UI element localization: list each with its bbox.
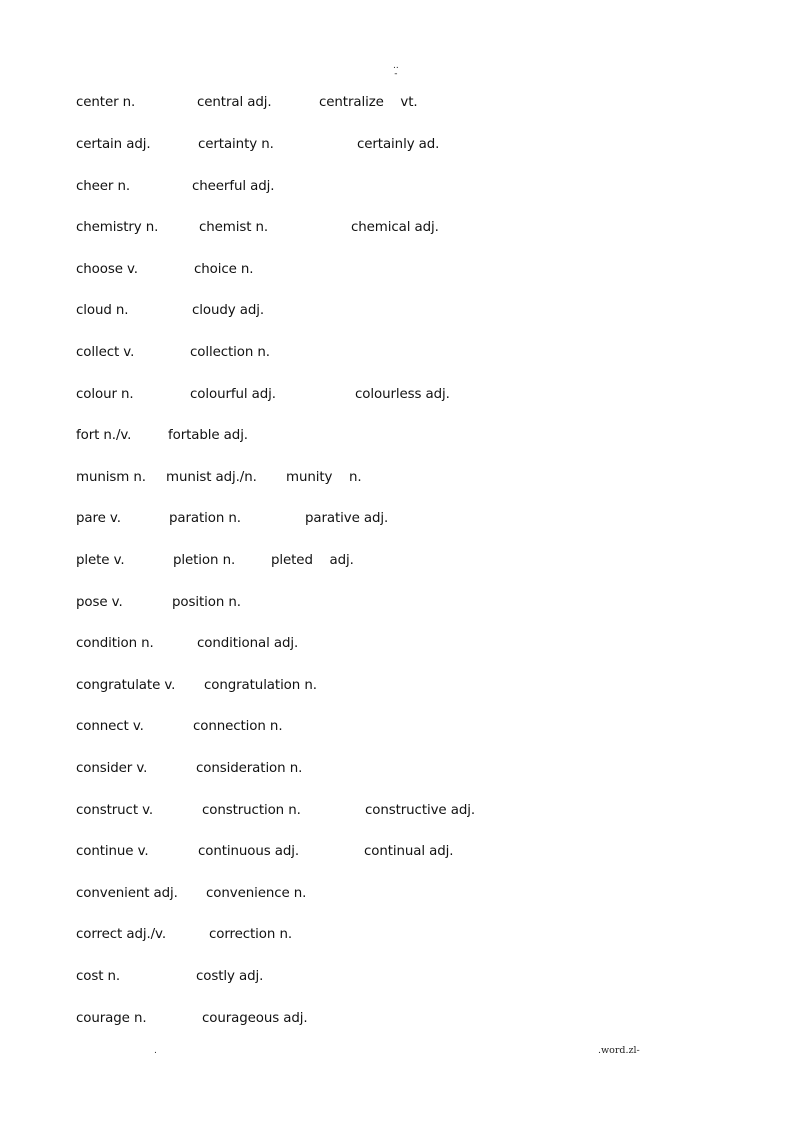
word-row	[0, 93, 794, 113]
word-entry: convenient adj.	[76, 886, 178, 901]
word-entry: chemistry n.	[76, 220, 159, 235]
word-entry: continue v.	[76, 844, 149, 859]
header-mark-bottom: -	[394, 69, 398, 79]
word-entry: plete v.	[76, 553, 125, 568]
footer-watermark-text: .word.zl-	[598, 1045, 640, 1056]
word-entry: cheer n.	[76, 179, 131, 194]
word-entry: collection n.	[190, 345, 270, 360]
word-entry: courageous adj.	[202, 1011, 308, 1026]
word-entry: correction n.	[209, 927, 292, 942]
word-row	[0, 551, 794, 571]
word-row	[0, 343, 794, 363]
word-entry: munity n.	[286, 470, 362, 485]
word-entry: cloudy adj.	[192, 303, 265, 318]
word-entry: consideration n.	[196, 761, 303, 776]
word-row	[0, 177, 794, 197]
word-entry: congratulation n.	[204, 678, 317, 693]
word-entry: certain adj.	[76, 137, 151, 152]
word-row	[0, 1009, 794, 1029]
word-entry: central adj.	[197, 95, 272, 110]
word-entry: consider v.	[76, 761, 148, 776]
word-row	[0, 260, 794, 280]
word-entry: construct v.	[76, 803, 154, 818]
word-entry: fortable adj.	[168, 428, 248, 443]
word-row	[0, 925, 794, 945]
word-entry: colourful adj.	[190, 387, 276, 402]
word-row	[0, 468, 794, 488]
word-entry: munism n.	[76, 470, 146, 485]
word-entry: fort n./v.	[76, 428, 132, 443]
word-entry: constructive adj.	[365, 803, 475, 818]
word-row	[0, 135, 794, 155]
word-entry: colour n.	[76, 387, 134, 402]
word-row	[0, 426, 794, 446]
word-row	[0, 509, 794, 529]
word-row	[0, 884, 794, 904]
word-row	[0, 218, 794, 238]
word-entry: center n.	[76, 95, 136, 110]
word-entry: continual adj.	[364, 844, 454, 859]
word-entry: condition n.	[76, 636, 154, 651]
header-mark-top: ..	[393, 61, 399, 71]
footer-left-mark: .	[154, 1046, 157, 1056]
word-row	[0, 717, 794, 737]
word-entry: certainly ad.	[357, 137, 440, 152]
word-entry: collect v.	[76, 345, 135, 360]
word-entry: pare v.	[76, 511, 121, 526]
word-entry: cloud n.	[76, 303, 129, 318]
word-entry: cost n.	[76, 969, 121, 984]
word-entry: costly adj.	[196, 969, 264, 984]
word-entry: cheerful adj.	[192, 179, 275, 194]
word-entry: certainty n.	[198, 137, 274, 152]
word-entry: connect v.	[76, 719, 144, 734]
word-entry: conditional adj.	[197, 636, 299, 651]
word-entry: chemist n.	[199, 220, 269, 235]
word-entry: position n.	[172, 595, 241, 610]
word-entry: pletion n.	[173, 553, 236, 568]
word-entry: courage n.	[76, 1011, 147, 1026]
word-entry: paration n.	[169, 511, 241, 526]
word-entry: centralize vt.	[319, 95, 418, 110]
word-entry: connection n.	[193, 719, 283, 734]
word-entry: convenience n.	[206, 886, 307, 901]
word-row	[0, 759, 794, 779]
word-entry: pose v.	[76, 595, 123, 610]
word-row	[0, 385, 794, 405]
word-entry: correct adj./v.	[76, 927, 166, 942]
word-entry: colourless adj.	[355, 387, 450, 402]
word-entry: munist adj./n.	[166, 470, 257, 485]
word-entry: continuous adj.	[198, 844, 300, 859]
word-entry: choice n.	[194, 262, 254, 277]
word-row	[0, 801, 794, 821]
word-entry: choose v.	[76, 262, 138, 277]
word-entry: construction n.	[202, 803, 301, 818]
word-entry: parative adj.	[305, 511, 389, 526]
word-row	[0, 301, 794, 321]
word-entry: congratulate v.	[76, 678, 176, 693]
word-entry: chemical adj.	[351, 220, 439, 235]
word-entry: pleted adj.	[271, 553, 354, 568]
word-row	[0, 676, 794, 696]
word-row	[0, 593, 794, 613]
word-row	[0, 967, 794, 987]
word-row	[0, 842, 794, 862]
word-row	[0, 634, 794, 654]
